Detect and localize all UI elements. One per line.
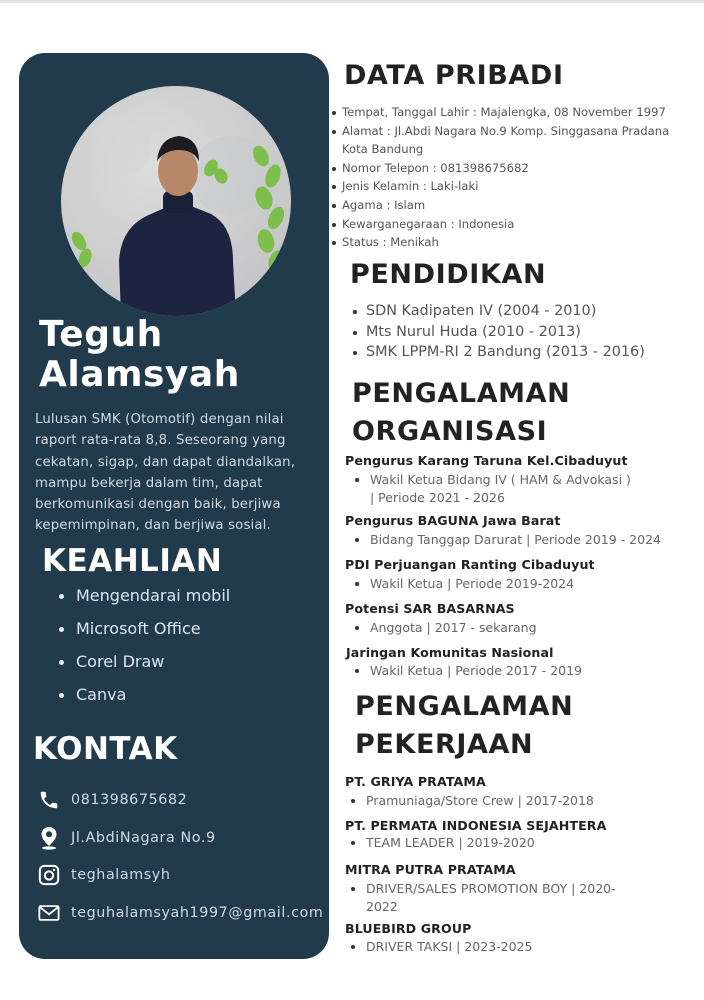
instagram-handle: teghalamsyh [71,867,171,883]
org-name: PDI Perjuangan Ranting Cibaduyut [345,557,595,572]
education-list [350,301,690,363]
personal-item-status: Status : Menikah [330,233,700,252]
contact-heading: KONTAK [33,731,178,767]
mail-icon [37,901,61,925]
portrait-illustration [61,86,291,316]
personal-item-religion: Agama : Islam [330,196,700,215]
personal-item-nationality: Kewarganegaraan : Indonesia [330,215,700,234]
contact-address[interactable] [37,826,216,850]
work-heading: PENGALAMAN PEKERJAAN [355,691,574,760]
personal-data-heading: DATA PRIBADI [344,60,564,91]
skill-item: Canva [57,682,230,715]
education-heading: PENDIDIKAN [350,259,547,290]
instagram-icon [37,863,61,887]
company-name: PT. PERMATA INDONESIA SEJAHTERA [345,818,607,833]
full-name [39,315,240,395]
skills-heading: KEAHLIAN [42,543,223,579]
org-name: Jaringan Komunitas Nasional [346,645,554,660]
personal-item-address: Alamat : Jl.Abdi Nagara No.9 Komp. Singgasana Pradana Kota Bandung [330,122,700,159]
job-role: DRIVER TAKSI | 2023-2025 [340,938,532,956]
org-name: Pengurus Karang Taruna Kel.Cibaduyut [345,453,628,468]
profile-sidebar [19,53,329,959]
org-role: Bidang Tanggap Darurat | Periode 2019 - 2024 [344,531,661,549]
org-role: Anggota | 2017 - sekarang [344,619,537,637]
personal-item-birth: Tempat, Tanggal Lahir : Majalengka, 08 November 1997 [330,103,700,122]
resume-details [330,0,704,1000]
personal-item-phone: Nomor Telepon : 081398675682 [330,159,700,178]
education-item: SMK LPPM-RI 2 Bandung (2013 - 2016) [350,342,690,363]
email-address: teguhalamsyah1997@gmail.com [71,905,324,921]
job-role: Pramuniaga/Store Crew | 2017-2018 [340,792,594,810]
company-name: MITRA PUTRA PRATAMA [345,862,516,877]
skill-item: Mengendarai mobil [57,583,230,616]
location-pin-icon [37,826,61,850]
profile-photo [61,86,291,316]
contact-instagram[interactable] [37,863,171,887]
org-name: Potensi SAR BASARNAS [345,601,515,616]
last-name: Alamsyah [39,354,240,395]
personal-item-gender: Jenis Kelamin : Laki-laki [330,177,700,196]
personal-data-list [330,103,700,252]
phone-icon [37,788,61,812]
job-role: TEAM LEADER | 2019-2020 [340,834,535,852]
org-name: Pengurus BAGUNA Jawa Barat [345,513,561,528]
company-name: PT. GRIYA PRATAMA [345,774,486,789]
company-name: BLUEBIRD GROUP [345,921,472,936]
skills-list [57,583,230,715]
contact-phone[interactable] [37,788,187,812]
job-role: DRIVER/SALES PROMOTION BOY | 2020- 2022 [340,880,616,916]
org-role: Wakil Ketua | Periode 2017 - 2019 [344,662,582,680]
organization-heading: PENGALAMAN ORGANISASI [352,378,571,447]
education-item: Mts Nurul Huda (2010 - 2013) [350,322,690,343]
org-role: Wakil Ketua | Periode 2019-2024 [344,575,574,593]
profile-summary: Lulusan SMK (Otomotif) dengan nilai raport rata-rata 8,8. Seseorang yang cekatan, sigap, dan dapat diandalkan, mampu bekerja dalam tim, dapat berkomunikasi dengan baik, berjiwa kepemimpinan, dan berjiwa sosial. [35,412,296,534]
contact-email[interactable] [37,901,323,925]
first-name: Teguh [39,314,163,355]
skill-item: Microsoft Office [57,616,230,649]
skill-item: Corel Draw [57,649,230,682]
org-role: Wakil Ketua Bidang IV ( HAM & Advokasi ) | Periode 2021 - 2026 [344,471,631,507]
education-item: SDN Kadipaten IV (2004 - 2010) [350,301,690,322]
address-text: Jl.AbdiNagara No.9 [71,830,216,846]
phone-number: 081398675682 [71,792,188,808]
